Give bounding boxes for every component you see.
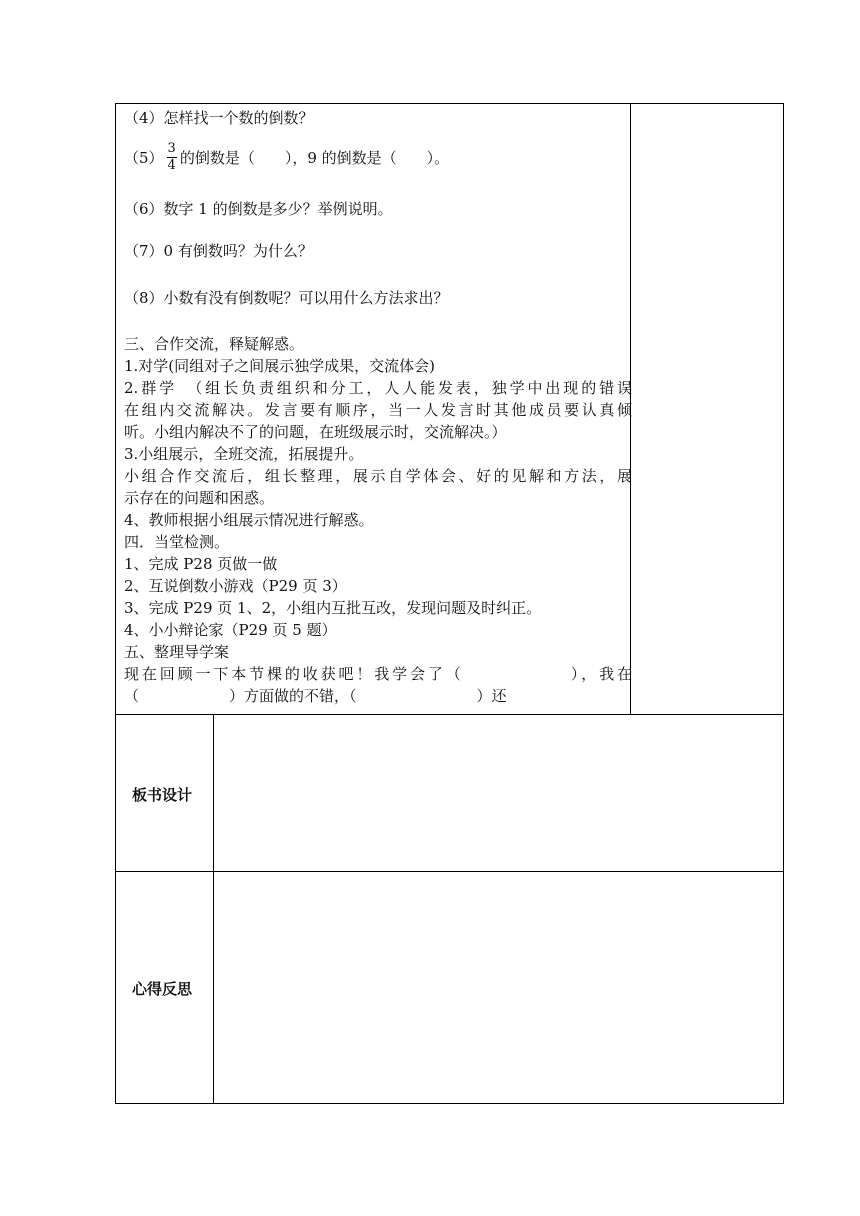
column-divider-left [213, 714, 214, 1103]
main-content [124, 333, 632, 707]
section-3-item-3: 3.小组展示，全班交流，拓展提升。 [124, 445, 364, 463]
section-3-item-1: 1.对学(同组对子之间展示独学成果，交流体会) [124, 357, 436, 375]
question-8: （8）小数有没有倒数呢？可以用什么方法求出？ [124, 289, 449, 307]
board-design-label: 板书设计 [132, 786, 193, 804]
question-5-suffix: 的倒数是（ ），9 的倒数是（ ）。 [179, 148, 450, 167]
section-3-item-4: 4、教师根据小组展示情况进行解惑。 [124, 511, 374, 529]
section-3-item-2-line-3: 听。小组内解决不了的问题，在班级展示时，交流解决。） [124, 423, 507, 441]
fraction [167, 141, 177, 174]
section-4-item-2: 2、互说倒数小游戏（P29 页 3） [124, 577, 347, 595]
row-divider-1 [116, 714, 783, 715]
section-5-line-1: 现在回顾一下本节棵的收获吧！我学会了（ ），我在 [124, 665, 632, 683]
section-4-item-3: 3、完成 P29 页 1、2，小组内互批互改，发现问题及时纠正。 [124, 599, 542, 617]
section-5-line-2: （ ）方面做的不错，（ ）还 [124, 687, 507, 705]
question-7: （7）0 有倒数吗？为什么？ [124, 242, 313, 260]
question-5-prefix: （5） [124, 148, 164, 167]
question-4: （4）怎样找一个数的倒数？ [124, 109, 314, 127]
fraction-denominator: 4 [167, 157, 176, 173]
section-3-item-3-line-1: 小组合作交流后，组长整理，展示自学体会、好的见解和方法，展 [124, 467, 632, 485]
question-6: （6）数字 1 的倒数是多少？举例说明。 [124, 200, 393, 218]
reflection-label: 心得反思 [132, 980, 193, 998]
section-3-item-2-line-1: 2.群学 （组长负责组织和分工，人人能发表，独学中出现的错误 [124, 379, 632, 397]
fraction-numerator: 3 [167, 140, 176, 156]
row-divider-2 [116, 871, 783, 872]
section-3-title: 三、合作交流，释疑解惑。 [124, 335, 305, 353]
section-4-item-4: 4、小小辩论家（P29 页 5 题） [124, 621, 337, 639]
section-3-item-2-line-2: 在组内交流解决。发言要有顺序，当一人发言时其他成员要认真倾 [124, 401, 632, 419]
section-5-title: 五、整理导学案 [124, 643, 230, 661]
section-4-title: 四．当堂检测。 [124, 533, 230, 551]
section-3-item-3-line-2: 示存在的问题和困惑。 [124, 489, 275, 507]
section-4-item-1: 1、完成 P28 页做一做 [124, 555, 278, 573]
question-5 [124, 137, 449, 177]
lesson-plan-table [115, 103, 784, 1104]
